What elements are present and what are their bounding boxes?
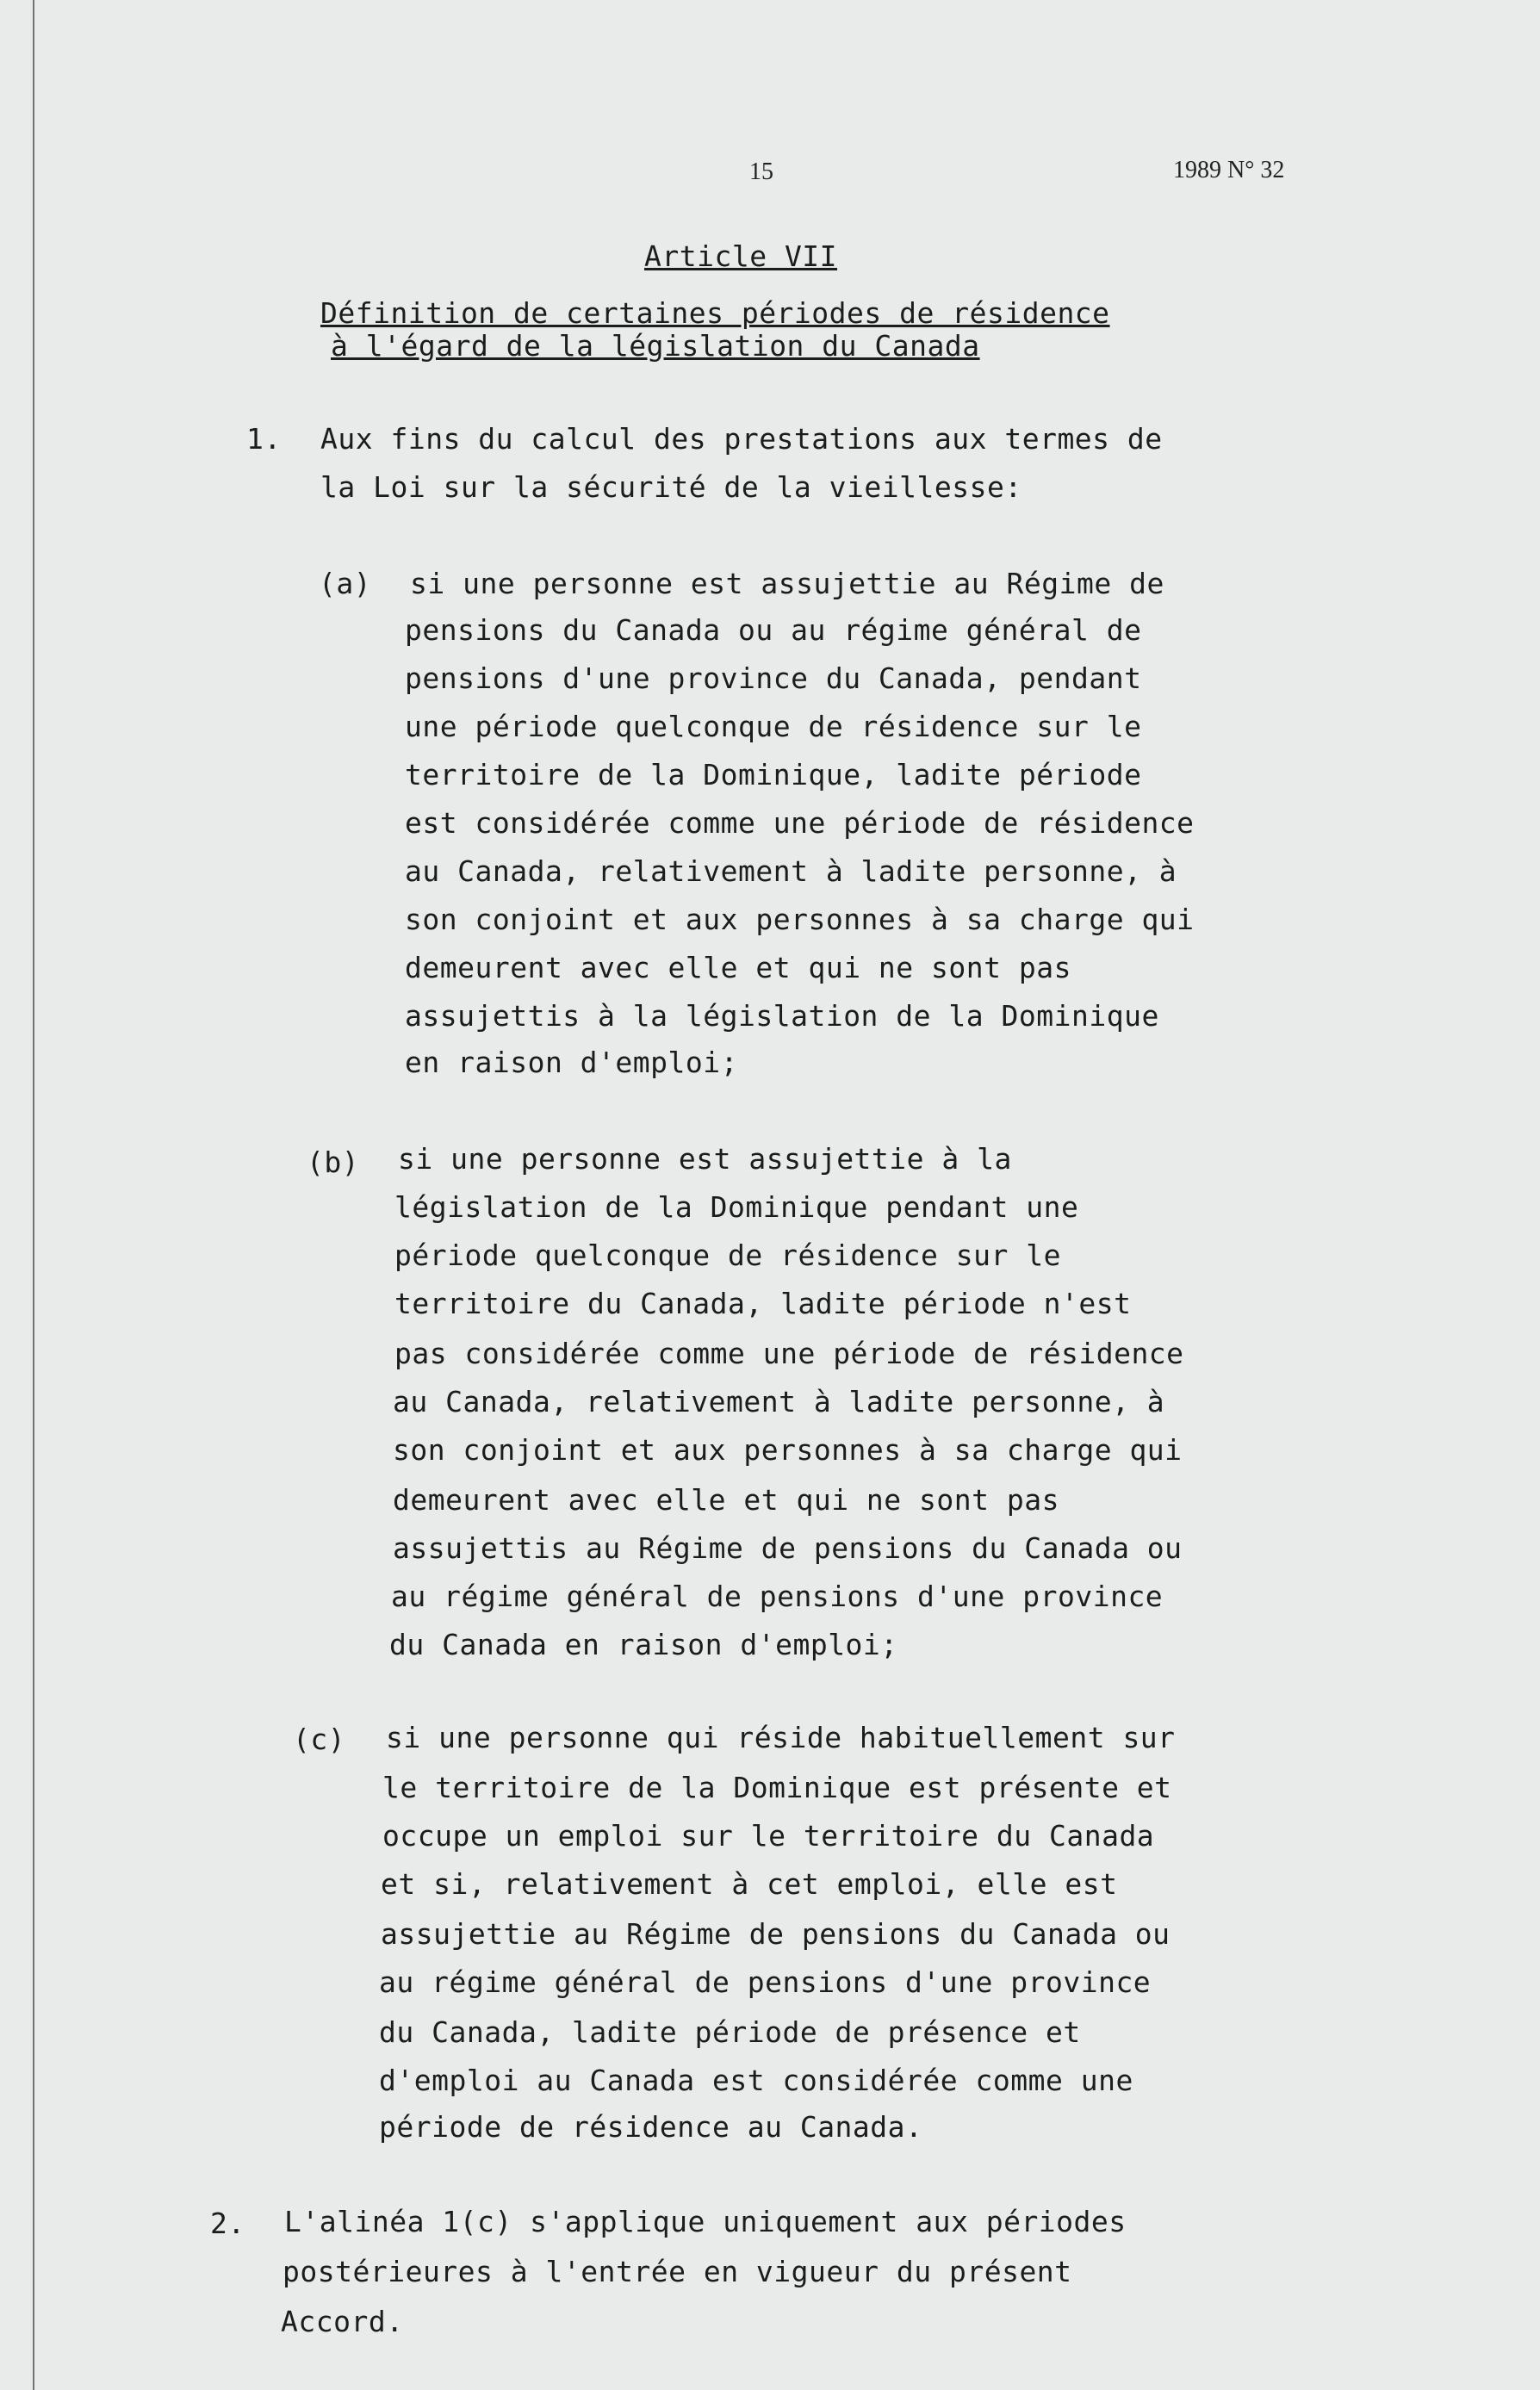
paragraph-2-line: postérieures à l'entrée en vigueur du présent bbox=[283, 2255, 1072, 2288]
item-c-line: période de résidence au Canada. bbox=[379, 2110, 923, 2144]
item-c-line: occupe un emploi sur le territoire du Canada bbox=[382, 1819, 1155, 1853]
paragraph-2-line: L'alinéa 1(c) s'applique uniquement aux périodes bbox=[284, 2205, 1127, 2238]
item-c-line: du Canada, ladite période de présence et bbox=[379, 2015, 1081, 2049]
paragraph-2-number: 2. bbox=[210, 2207, 245, 2240]
article-heading-line-2: à l'égard de la législation du Canada bbox=[331, 329, 980, 363]
page-edge-line bbox=[33, 0, 34, 2390]
paragraph-1-line: Aux fins du calcul des prestations aux termes de bbox=[320, 422, 1163, 456]
item-c-label: (c) bbox=[293, 1723, 346, 1756]
article-heading-line-1: Définition de certaines périodes de résidence bbox=[320, 296, 1110, 330]
item-b-line: du Canada en raison d'emploi; bbox=[389, 1628, 898, 1661]
item-b-line: au Canada, relativement à ladite personne, à bbox=[393, 1385, 1165, 1418]
item-a-line: assujettis à la législation de la Dominique bbox=[405, 999, 1159, 1033]
item-b-line: assujettis au Régime de pensions du Canada ou bbox=[393, 1531, 1183, 1565]
item-b-line: son conjoint et aux personnes à sa charge qui bbox=[393, 1433, 1183, 1467]
item-a-line: une période quelconque de résidence sur le bbox=[405, 710, 1142, 743]
paragraph-1-number: 1. bbox=[246, 422, 282, 456]
item-a-line: son conjoint et aux personnes à sa charge qui bbox=[405, 903, 1195, 936]
series-number: 1989 N° 32 bbox=[1173, 157, 1285, 183]
item-a-line: si une personne est assujettie au Régime de bbox=[410, 567, 1164, 600]
item-a-line: territoire de la Dominique, ladite période bbox=[405, 758, 1142, 791]
paragraph-2-line: Accord. bbox=[281, 2305, 404, 2338]
item-a-line: au Canada, relativement à ladite personne, à bbox=[405, 854, 1177, 888]
item-a-line: pensions d'une province du Canada, pendant bbox=[405, 661, 1142, 695]
item-c-line: si une personne qui réside habituellement sur bbox=[386, 1721, 1176, 1754]
item-b-line: si une personne est assujettie à la bbox=[398, 1142, 1012, 1176]
item-c-line: au régime général de pensions d'une province bbox=[379, 1965, 1152, 1999]
item-c-line: le territoire de la Dominique est présente et bbox=[382, 1771, 1172, 1804]
item-b-line: période quelconque de résidence sur le bbox=[394, 1238, 1061, 1272]
item-c-line: et si, relativement à cet emploi, elle est bbox=[381, 1867, 1118, 1901]
item-b-line: pas considérée comme une période de résidence bbox=[394, 1337, 1184, 1370]
item-b-line: territoire du Canada, ladite période n'est bbox=[394, 1287, 1132, 1320]
item-a-label: (a) bbox=[319, 567, 372, 600]
item-b-line: législation de la Dominique pendant une bbox=[394, 1190, 1079, 1224]
paragraph-1-line: la Loi sur la sécurité de la vieillesse: bbox=[320, 470, 1022, 504]
item-b-label: (b) bbox=[307, 1145, 360, 1179]
item-c-line: assujettie au Régime de pensions du Canada ou bbox=[381, 1917, 1171, 1951]
page-number: 15 bbox=[749, 158, 773, 185]
item-a-line: demeurent avec elle et qui ne sont pas bbox=[405, 951, 1071, 984]
item-b-line: demeurent avec elle et qui ne sont pas bbox=[393, 1483, 1059, 1517]
item-c-line: d'emploi au Canada est considérée comme une bbox=[379, 2064, 1133, 2097]
item-a-line: est considérée comme une période de résidence bbox=[405, 806, 1195, 840]
item-a-line: pensions du Canada ou au régime général de bbox=[405, 613, 1142, 647]
item-a-line: en raison d'emploi; bbox=[405, 1046, 738, 1079]
article-title: Article VII bbox=[644, 239, 838, 273]
item-b-line: au régime général de pensions d'une province bbox=[391, 1580, 1164, 1613]
